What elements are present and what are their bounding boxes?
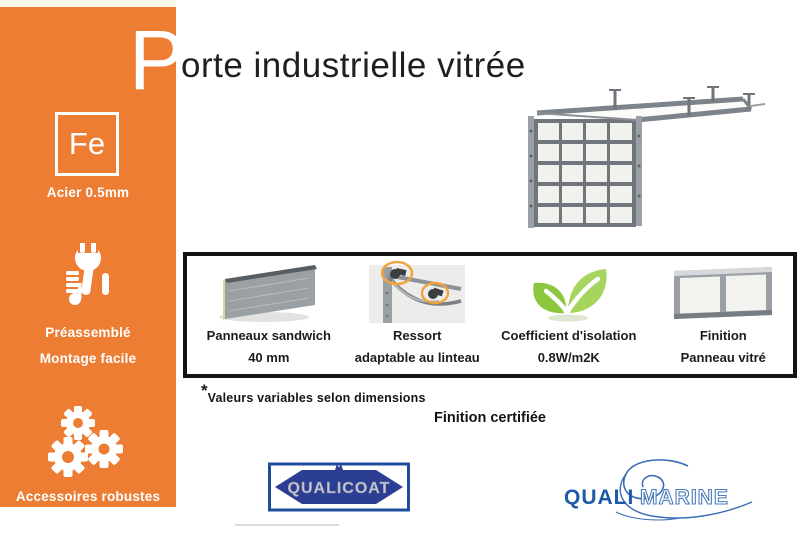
features-panel xyxy=(183,252,797,378)
page-title-initial: P xyxy=(129,13,186,107)
feature-value: adaptable au linteau xyxy=(354,350,480,365)
industrial-door-image xyxy=(503,86,795,243)
qualimarine-logo-text-outline: MARINE xyxy=(640,486,729,509)
page-title: orte industrielle vitrée xyxy=(181,46,526,85)
gears-icon xyxy=(42,405,128,488)
qualimarine-logo xyxy=(556,456,756,531)
feature-label: Panneaux sandwich xyxy=(206,328,331,343)
feature-insulation xyxy=(484,256,654,374)
fe-steel-icon xyxy=(55,112,119,176)
preassembled-label: Préassemblé xyxy=(45,325,131,340)
feature-value: 40 mm xyxy=(248,350,290,365)
qualicoat-logo-text: QUALICOAT xyxy=(287,480,391,497)
top-strip xyxy=(0,0,176,7)
feature-label: Finition xyxy=(699,328,747,343)
glazed-panel-image xyxy=(668,260,778,326)
easy-assembly-label: Montage facile xyxy=(39,351,137,366)
qualimarine-logo-text-solid: QUALI xyxy=(564,486,635,509)
feature-label: Ressort xyxy=(393,328,442,343)
leaf-icon xyxy=(524,260,614,326)
qualicoat-logo xyxy=(268,461,410,518)
footnote xyxy=(201,381,426,407)
asterisk: * xyxy=(201,381,208,400)
logo-shadow xyxy=(235,524,339,526)
sandwich-panel-image xyxy=(209,260,329,326)
feature-value: Panneau vitré xyxy=(680,350,766,365)
fe-symbol: Fe xyxy=(68,126,106,161)
robust-accessories-label: Accessoires robustes xyxy=(15,489,161,504)
feature-value: 0.8W/m2K xyxy=(537,350,600,365)
steel-label: Acier 0.5mm xyxy=(46,185,130,200)
tools-icon xyxy=(58,243,118,320)
feature-finish xyxy=(654,256,793,374)
feature-spring xyxy=(351,256,484,374)
footnote-text: Valeurs variables selon dimensions xyxy=(207,391,426,405)
certified-finish-heading: Finition certifiée xyxy=(434,410,546,426)
spring-lintel-image xyxy=(369,260,465,326)
feature-sandwich-panel xyxy=(187,256,351,374)
feature-label: Coefficient d'isolation xyxy=(501,328,637,343)
